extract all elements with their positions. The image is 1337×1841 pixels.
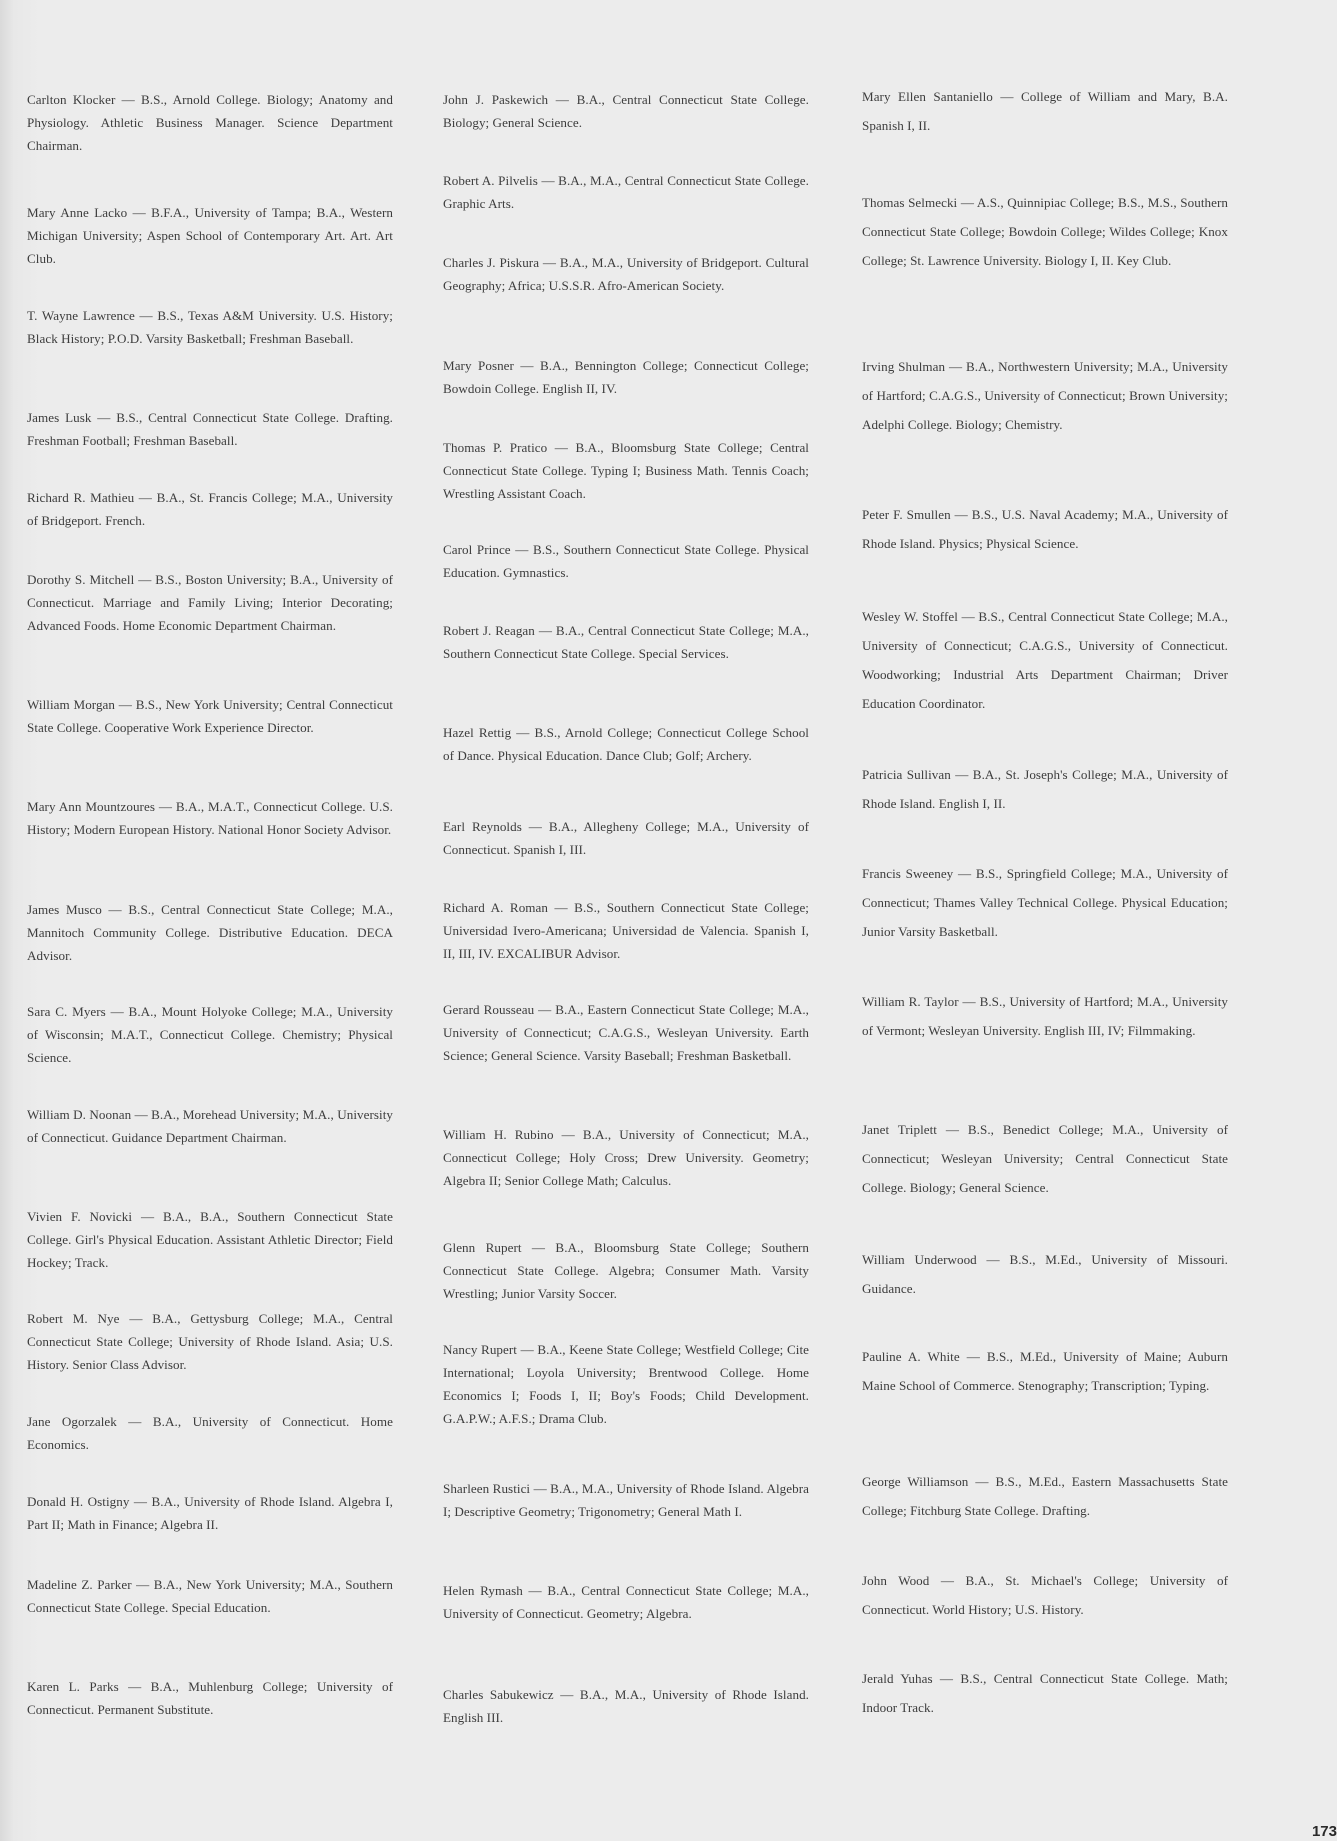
faculty-entry: Mary Ellen Santaniello — College of William and Mary, B.A. Spanish I, II. <box>862 89 1228 133</box>
faculty-entry: Janet Triplett — B.S., Benedict College; M.A., University of Connecticut; Wesleyan University; Central Connecticut State College. Biology; General Science. <box>862 1122 1228 1195</box>
faculty-entry: George Williamson — B.S., M.Ed., Eastern Massachusetts State College; Fitchburg State College. Drafting. <box>862 1474 1228 1518</box>
faculty-entry: John J. Paskewich — B.A., Central Connecticut State College. Biology; General Science. <box>443 92 809 130</box>
faculty-entry: Helen Rymash — B.A., Central Connecticut State College; M.A., University of Connecticut. Geometry; Algebra. <box>443 1583 809 1621</box>
faculty-entry: Hazel Rettig — B.S., Arnold College; Connecticut College School of Dance. Physical Education. Dance Club; Golf; Archery. <box>443 725 809 763</box>
faculty-entry: William D. Noonan — B.A., Morehead University; M.A., University of Connecticut. Guidance Department Chairman. <box>27 1107 393 1145</box>
faculty-entry: Robert J. Reagan — B.A., Central Connecticut State College; M.A., Southern Connecticut State College. Special Services. <box>443 623 809 661</box>
faculty-entry: Nancy Rupert — B.A., Keene State College; Westfield College; Cite International; Loyola University; Brentwood College. Home Economics I; Foods I, II; Boy's Foods; Child Development. G.A.P.W.; A.F.S.; Drama Club. <box>443 1342 809 1426</box>
faculty-entry: Mary Posner — B.A., Bennington College; Connecticut College; Bowdoin College. English II, IV. <box>443 358 809 396</box>
faculty-entry: Carol Prince — B.S., Southern Connecticut State College. Physical Education. Gymnastics. <box>443 542 809 580</box>
faculty-entry: Mary Anne Lacko — B.F.A., University of Tampa; B.A., Western Michigan University; Aspen School of Contemporary Art. Art. Art Club. <box>27 205 393 266</box>
faculty-entry: Wesley W. Stoffel — B.S., Central Connecticut State College; M.A., University of Connecticut; C.A.G.S., University of Connecticut. Woodworking; Industrial Arts Department Chairman; Driver Education Coordinator. <box>862 609 1228 711</box>
faculty-entry: William R. Taylor — B.S., University of Hartford; M.A., University of Vermont; Wesleyan University. English III, IV; Filmmaking. <box>862 994 1228 1038</box>
faculty-entry: Jane Ogorzalek — B.A., University of Connecticut. Home Economics. <box>27 1414 393 1452</box>
faculty-entry: Richard R. Mathieu — B.A., St. Francis College; M.A., University of Bridgeport. French. <box>27 490 393 528</box>
faculty-entry: Robert M. Nye — B.A., Gettysburg College; M.A., Central Connecticut State College; University of Rhode Island. Asia; U.S. History. Senior Class Advisor. <box>27 1311 393 1372</box>
faculty-entry: T. Wayne Lawrence — B.S., Texas A&M University. U.S. History; Black History; P.O.D. Varsity Basketball; Freshman Baseball. <box>27 308 393 346</box>
faculty-entry: Patricia Sullivan — B.A., St. Joseph's College; M.A., University of Rhode Island. English I, II. <box>862 767 1228 811</box>
faculty-entry: Glenn Rupert — B.A., Bloomsburg State College; Southern Connecticut State College. Algebra; Consumer Math. Varsity Wrestling; Junior Varsity Soccer. <box>443 1240 809 1301</box>
faculty-entry: Donald H. Ostigny — B.A., University of Rhode Island. Algebra I, Part II; Math in Finance; Algebra II. <box>27 1494 393 1532</box>
faculty-entry: Sara C. Myers — B.A., Mount Holyoke College; M.A., University of Wisconsin; M.A.T., Connecticut College. Chemistry; Physical Science. <box>27 1004 393 1065</box>
faculty-entry: Irving Shulman — B.A., Northwestern University; M.A., University of Hartford; C.A.G.S., University of Connecticut; Brown University; Adelphi College. Biology; Chemistry. <box>862 359 1228 432</box>
faculty-entry: Charles Sabukewicz — B.A., M.A., University of Rhode Island. English III. <box>443 1687 809 1725</box>
faculty-entry: Gerard Rousseau — B.A., Eastern Connecticut State College; M.A., University of Connecticut; C.A.G.S., Wesleyan University. Earth Science; General Science. Varsity Baseball; Freshman Basketball. <box>443 1002 809 1063</box>
faculty-entry: Richard A. Roman — B.S., Southern Connecticut State College; Universidad Ivero-Americana; Universidad de Valencia. Spanish I, II, III, IV. EXCALIBUR Advisor. <box>443 900 809 961</box>
faculty-entry: Mary Ann Mountzoures — B.A., M.A.T., Connecticut College. U.S. History; Modern European History. National Honor Society Advisor. <box>27 799 393 837</box>
faculty-entry: Madeline Z. Parker — B.A., New York University; M.A., Southern Connecticut State College. Special Education. <box>27 1577 393 1615</box>
faculty-entry: Earl Reynolds — B.A., Allegheny College; M.A., University of Connecticut. Spanish I, III. <box>443 819 809 857</box>
faculty-entry: Charles J. Piskura — B.A., M.A., University of Bridgeport. Cultural Geography; Africa; U.S.S.R. Afro-American Society. <box>443 255 809 293</box>
faculty-entry: William Morgan — B.S., New York University; Central Connecticut State College. Cooperative Work Experience Director. <box>27 697 393 735</box>
faculty-entry: James Musco — B.S., Central Connecticut State College; M.A., Mannitoch Community College. Distributive Education. DECA Advisor. <box>27 902 393 963</box>
faculty-entry: William H. Rubino — B.A., University of Connecticut; M.A., Connecticut College; Holy Cross; Drew University. Geometry; Algebra II; Senior College Math; Calculus. <box>443 1127 809 1188</box>
faculty-entry: Vivien F. Novicki — B.A., B.A., Southern Connecticut State College. Girl's Physical Education. Assistant Athletic Director; Field Hockey; Track. <box>27 1209 393 1270</box>
faculty-entry: Thomas P. Pratico — B.A., Bloomsburg State College; Central Connecticut State College. Typing I; Business Math. Tennis Coach; Wrestling Assistant Coach. <box>443 440 809 501</box>
faculty-entry: Peter F. Smullen — B.S., U.S. Naval Academy; M.A., University of Rhode Island. Physics; Physical Science. <box>862 507 1228 551</box>
faculty-entry: William Underwood — B.S., M.Ed., University of Missouri. Guidance. <box>862 1252 1228 1296</box>
faculty-entry: Dorothy S. Mitchell — B.S., Boston University; B.A., University of Connecticut. Marriage and Family Living; Interior Decorating; Advanced Foods. Home Economic Department Chairman. <box>27 572 393 633</box>
faculty-entry: Jerald Yuhas — B.S., Central Connecticut State College. Math; Indoor Track. <box>862 1671 1228 1715</box>
page-number: 173 <box>1311 1823 1337 1840</box>
faculty-entry: Pauline A. White — B.S., M.Ed., University of Maine; Auburn Maine School of Commerce. Stenography; Transcription; Typing. <box>862 1349 1228 1393</box>
faculty-entry: John Wood — B.A., St. Michael's College; University of Connecticut. World History; U.S. History. <box>862 1573 1228 1617</box>
faculty-entry: Sharleen Rustici — B.A., M.A., University of Rhode Island. Algebra I; Descriptive Geometry; Trigonometry; General Math I. <box>443 1481 809 1519</box>
faculty-entry: Thomas Selmecki — A.S., Quinnipiac College; B.S., M.S., Southern Connecticut State College; Bowdoin College; Wildes College; Knox College; St. Lawrence University. Biology I, II. Key Club. <box>862 195 1228 268</box>
faculty-entry: Karen L. Parks — B.A., Muhlenburg College; University of Connecticut. Permanent Substitute. <box>27 1679 393 1717</box>
faculty-entry: Carlton Klocker — B.S., Arnold College. Biology; Anatomy and Physiology. Athletic Business Manager. Science Department Chairman. <box>27 92 393 153</box>
faculty-entry: James Lusk — B.S., Central Connecticut State College. Drafting. Freshman Football; Freshman Baseball. <box>27 410 393 448</box>
faculty-entry: Robert A. Pilvelis — B.A., M.A., Central Connecticut State College. Graphic Arts. <box>443 173 809 211</box>
faculty-entry: Francis Sweeney — B.S., Springfield College; M.A., University of Connecticut; Thames Valley Technical College. Physical Education; Junior Varsity Basketball. <box>862 866 1228 939</box>
